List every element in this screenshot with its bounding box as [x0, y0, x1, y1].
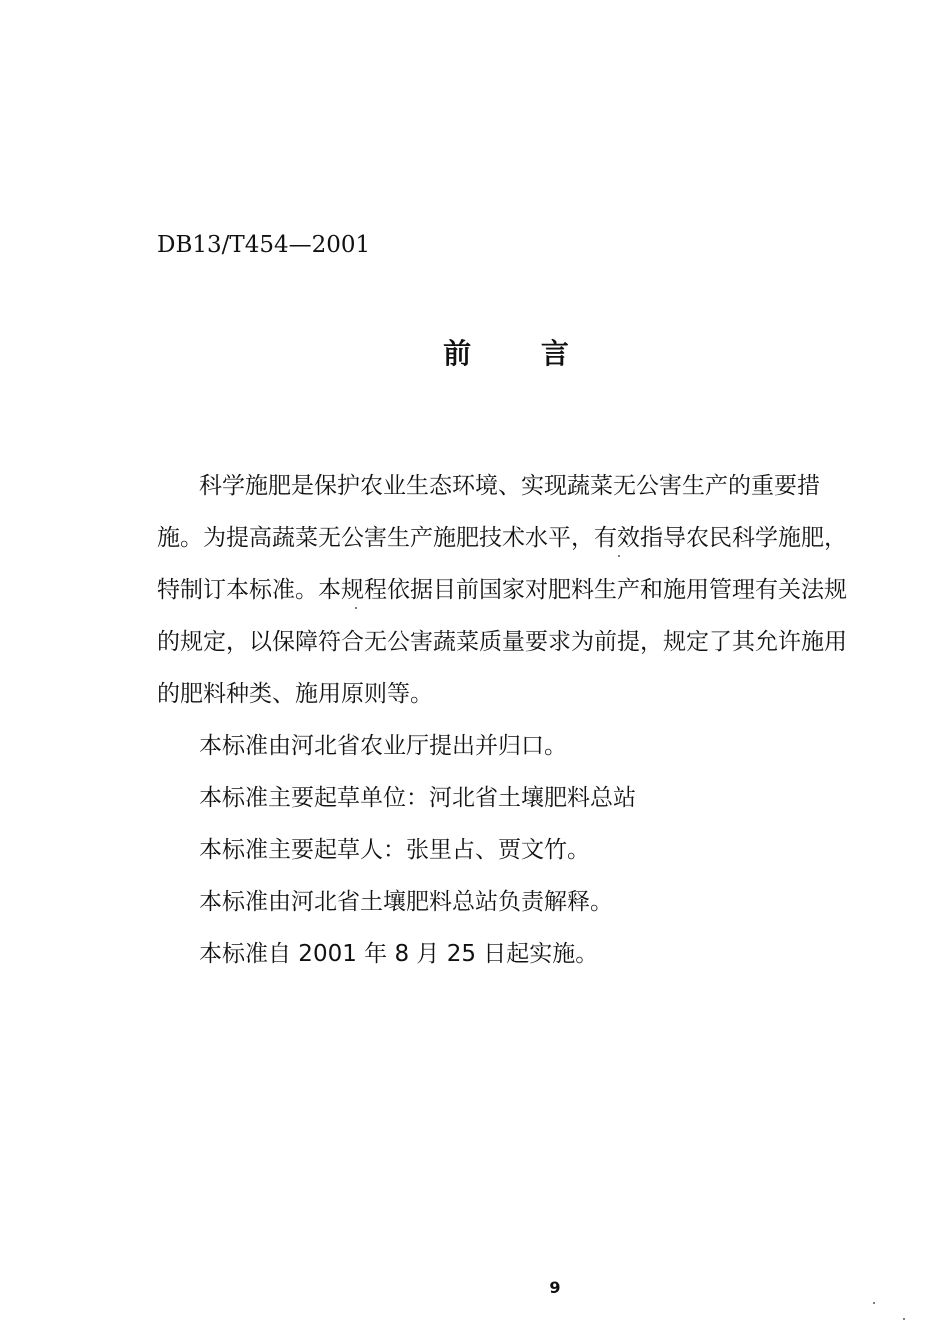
foreword-body — [157, 460, 859, 980]
foreword-paragraph — [157, 460, 859, 720]
scan-speck — [873, 1302, 875, 1304]
scan-speck — [903, 1318, 905, 1320]
scan-speck — [618, 555, 620, 557]
statement-proposer: 本标准由河北省农业厅提出并归口。 — [199, 733, 567, 759]
statement-interpretation: 本标准由河北省土壤肥料总站负责解释。 — [199, 889, 613, 915]
statement-drafters: 本标准主要起草人：张里占、贾文竹。 — [199, 837, 590, 863]
paragraph-line: 科学施肥是保护农业生态环境、实现蔬菜无公害生产的重要措 — [199, 473, 820, 499]
scan-speck — [355, 607, 357, 609]
statement-drafting-unit: 本标准主要起草单位：河北省土壤肥料总站 — [199, 785, 636, 811]
paragraph-line: 特制订本标准。本规程依据目前国家对肥料生产和施用管理有关法规 — [157, 577, 847, 603]
paragraph-line: 的规定，以保障符合无公害蔬菜质量要求为前提，规定了其允许施用 — [157, 629, 847, 655]
paragraph-line: 的肥料种类、施用原则等。 — [157, 681, 433, 707]
statement-effective-date: 本标准自 2001 年 8 月 25 日起实施。 — [199, 941, 599, 967]
standard-code: DB13/T454—2001 — [157, 232, 371, 258]
page-number: 9 — [549, 1278, 561, 1297]
page-title: 前 言 — [443, 337, 599, 370]
paragraph-line: 施。为提高蔬菜无公害生产施肥技术水平，有效指导农民科学施肥， — [157, 525, 847, 551]
